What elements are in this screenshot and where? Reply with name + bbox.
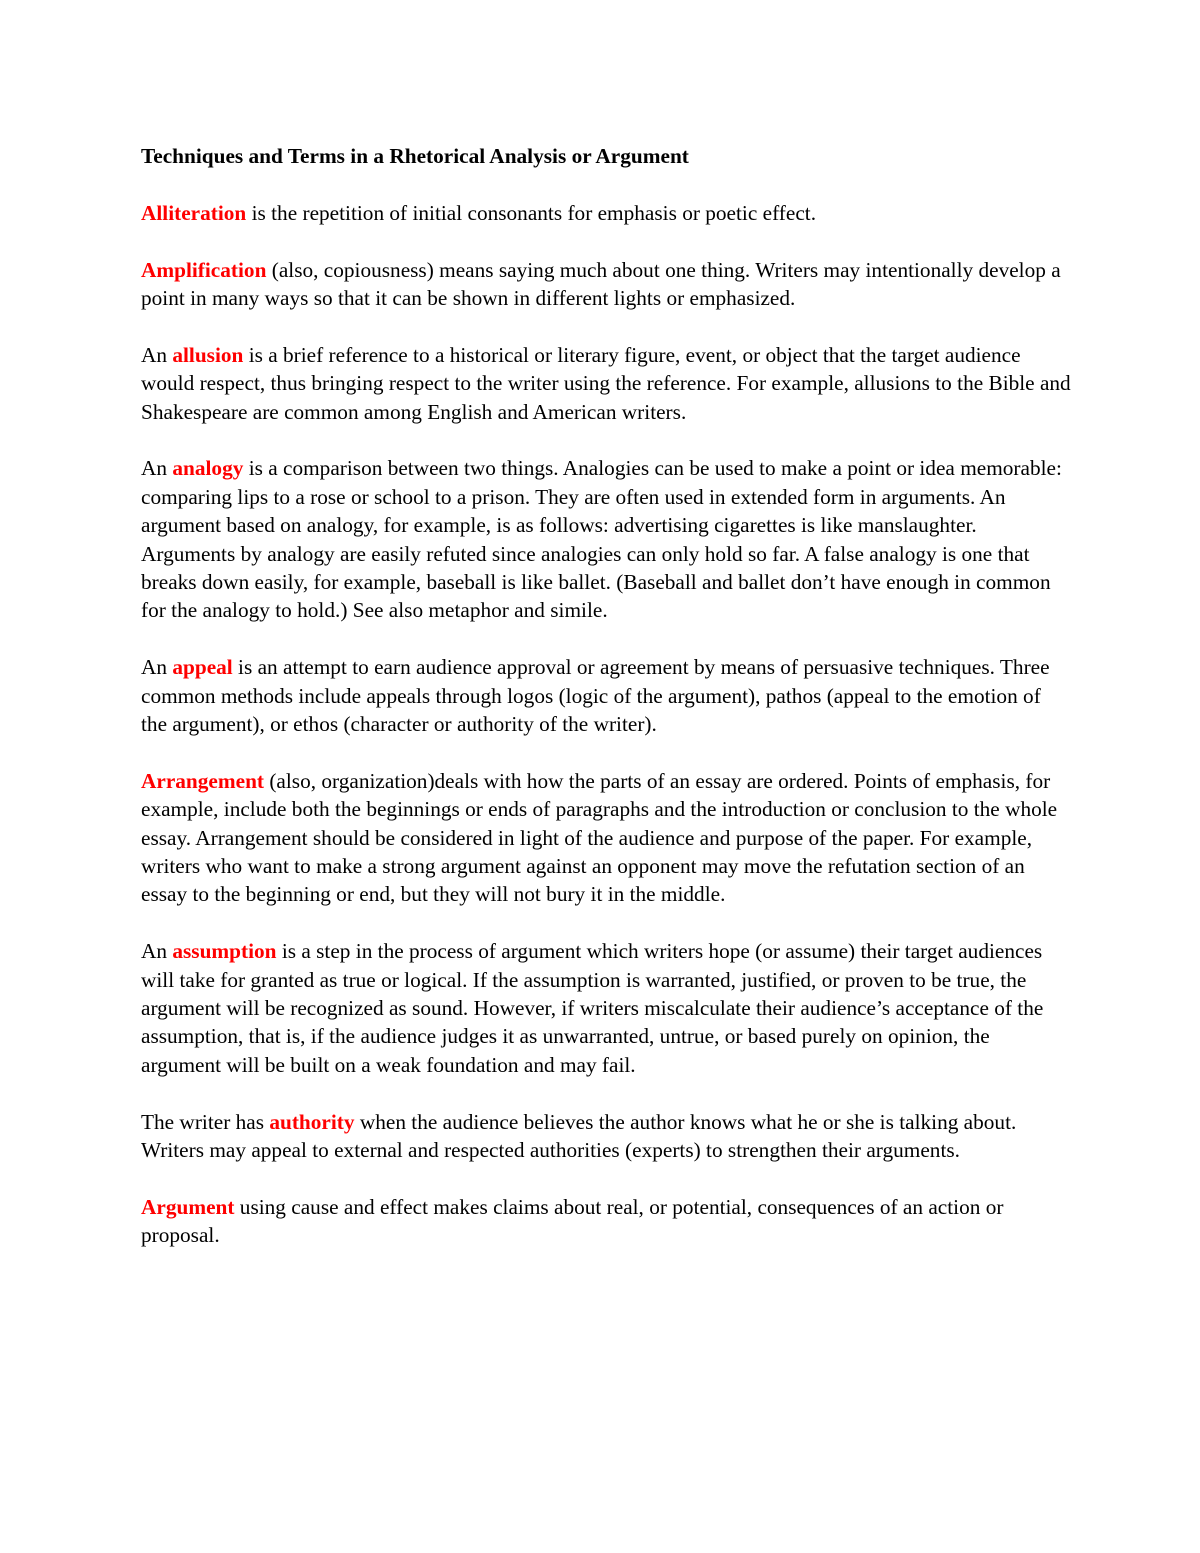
entry-definition: when the audience believes the author knows what he or she is talking about. Writers may appeal to external and respected authorities (experts) to strengthen their arguments.: [141, 1109, 1017, 1163]
entry-definition: (also, organization)deals with how the parts of an essay are ordered. Points of emphasis, for example, include both the beginnings or ends of paragraphs and the introduction or conclusion to the whole essay. Arrangement should be considered in light of the audience and purpose of the paper. For example, writers who want to make a strong argument against an opponent may move the refutation section of an essay to the beginning or end, but they will not bury it in the middle.: [141, 768, 1058, 907]
entry-definition: is the repetition of initial consonants for emphasis or poetic effect.: [246, 200, 817, 225]
term-amplification: Amplification: [141, 257, 267, 282]
entry-prefix: An: [141, 655, 173, 680]
entry-argument: [141, 1193, 1071, 1250]
entry-definition: is an attempt to earn audience approval or agreement by means of persuasive techniques. Three common methods include appeals through logos (logic of the argument), pathos (appeal to the emotion of the argument), or ethos (character or authority of the writer).: [141, 655, 1050, 737]
term-alliteration: Alliteration: [141, 200, 247, 225]
entry-arrangement: [141, 767, 1071, 909]
entry-appeal: [141, 653, 1071, 738]
entry-definition: is a comparison between two things. Analogies can be used to make a point or idea memorable: comparing lips to a rose or school to a prison. They are often used in extended form in arguments. An argument based on analogy, for example, is as follows: advertising cigarettes is like manslaughter. Arguments by analogy are easily refuted since analogies can only hold so far. A false analogy is one that breaks down easily, for example, baseball is like ballet. (Baseball and ballet don’t have enough in common for the analogy to hold.) See also metaphor and simile.: [141, 456, 1062, 623]
entry-prefix: An: [141, 342, 173, 367]
entry-definition: using cause and effect makes claims about real, or potential, consequences of an action or proposal.: [141, 1194, 1004, 1248]
entry-authority: [141, 1108, 1071, 1165]
entry-definition: is a brief reference to a historical or literary figure, event, or object that the target audience would respect, thus bringing respect to the writer using the reference. For example, allusions to the Bible and Shakespeare are common among English and American writers.: [141, 342, 1071, 424]
term-allusion: allusion: [172, 342, 244, 367]
entry-assumption: [141, 937, 1071, 1079]
entry-alliteration: [141, 199, 1071, 227]
term-assumption: assumption: [172, 939, 277, 964]
entry-analogy: [141, 454, 1071, 624]
document-page: [141, 142, 1071, 1278]
entry-definition: is a step in the process of argument which writers hope (or assume) their target audiences will take for granted as true or logical. If the assumption is warranted, justified, or proven to be true, the argument will be recognized as sound. However, if writers miscalculate their audience’s acceptance of the assumption, that is, if the audience judges it as unwarranted, untrue, or based purely on opinion, the argument will be built on a weak foundation and may fail.: [141, 939, 1044, 1077]
entry-allusion: [141, 341, 1071, 426]
term-appeal: appeal: [172, 655, 233, 680]
term-arrangement: Arrangement: [141, 768, 265, 793]
entry-amplification: [141, 256, 1071, 313]
document-title: Techniques and Terms in a Rhetorical Analysis or Argument: [141, 144, 689, 168]
term-argument: Argument: [141, 1194, 235, 1219]
entry-prefix: An: [141, 456, 173, 481]
entry-prefix: The writer has: [141, 1109, 270, 1134]
term-authority: authority: [269, 1109, 355, 1134]
entry-prefix: An: [141, 939, 173, 964]
entry-definition: (also, copiousness) means saying much about one thing. Writers may intentionally develop a point in many ways so that it can be shown in different lights or emphasized.: [141, 257, 1061, 310]
term-analogy: analogy: [172, 456, 244, 481]
